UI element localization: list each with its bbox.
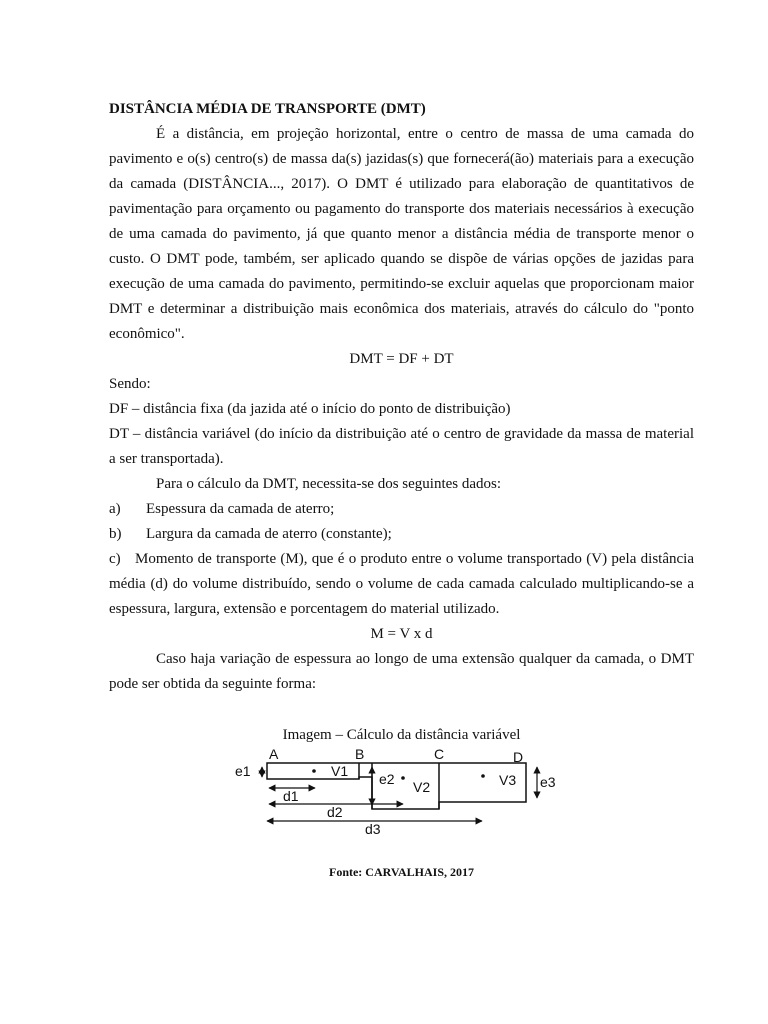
list-marker: a)	[109, 501, 121, 517]
list-item	[109, 547, 694, 622]
figure-caption: Imagem – Cálculo da distância variável	[282, 727, 521, 743]
centroid-v2	[401, 776, 405, 780]
definition-dt: DT – distância variável (do início da distribuição até o centro de gravidade da massa de material a ser transportada).	[109, 426, 694, 467]
centroid-v3	[481, 774, 485, 778]
list-marker: c)	[109, 551, 121, 567]
point-a-label: A	[269, 748, 279, 762]
paragraph-calc-intro: Para o cálculo da DMT, necessita-se dos seguintes dados:	[156, 476, 502, 492]
v2-label: V2	[413, 779, 431, 795]
dmt-diagram-svg	[109, 748, 694, 858]
list-item-text: Momento de transporte (M), que é o produto entre o volume transportado (V) pela distância média (d) do volume distribuído, sendo o volume de cada camada calculado multiplicando-se a espessura, largura, extensão e porcentagem do material utilizado.	[109, 551, 694, 617]
list-item-text: Espessura da camada de aterro;	[146, 501, 335, 517]
v1-label: V1	[331, 763, 349, 779]
point-d-label: D	[513, 749, 524, 765]
paragraph-variation: Caso haja variação de espessura ao longo de uma extensão qualquer da camada, o DMT pode ser obtida da seguinte forma:	[109, 651, 694, 692]
formula-moment: M = V x d	[370, 626, 433, 642]
e2-label: e2	[379, 771, 395, 787]
point-c-label: C	[434, 748, 445, 762]
formula-dmt: DMT = DF + DT	[349, 351, 454, 367]
e3-label: e3	[540, 774, 556, 790]
dmt-diagram	[109, 748, 694, 858]
list-item	[109, 497, 694, 522]
list-item	[109, 522, 694, 547]
layer-outline	[267, 763, 526, 809]
figure-source: Fonte: CARVALHAIS, 2017	[328, 865, 475, 879]
e1-label: e1	[235, 763, 251, 779]
v3-label: V3	[499, 772, 517, 788]
paragraph-definition: É a distância, em projeção horizontal, entre o centro de massa de uma camada do pavimento e o(s) centro(s) de massa da(s) jazidas(s) que fornecerá(ão) materiais para a execução da camada (DISTÂNCIA..., 2017). O DMT é utilizado para elaboração de quantitativos de pavimentação para orçamento ou pagamento do transporte dos materiais necessários à execução de uma camada do pavimento, já que quanto menor a distância média de transporte menor o custo. O DMT pode, também, ser aplicado quando se dispõe de várias opções de jazidas para execução de uma camada do pavimento, permitindo-se excluir aquelas que proporcionam maior DMT e determinar a distribuição mais econômica dos materiais, através do cálculo do "ponto econômico".	[109, 126, 694, 342]
document-page	[109, 96, 694, 894]
list-item-text: Largura da camada de aterro (constante);	[146, 526, 392, 542]
centroid-v1	[312, 769, 316, 773]
list-marker: b)	[109, 526, 122, 542]
spacer	[109, 697, 694, 723]
section-title: DISTÂNCIA MÉDIA DE TRANSPORTE (DMT)	[109, 101, 426, 117]
d3-label: d3	[365, 821, 381, 837]
label-sendo: Sendo:	[109, 376, 151, 392]
d2-label: d2	[327, 804, 343, 820]
d1-label: d1	[283, 788, 299, 804]
point-b-label: B	[355, 748, 365, 762]
definition-df: DF – distância fixa (da jazida até o início do ponto de distribuição)	[109, 401, 511, 417]
